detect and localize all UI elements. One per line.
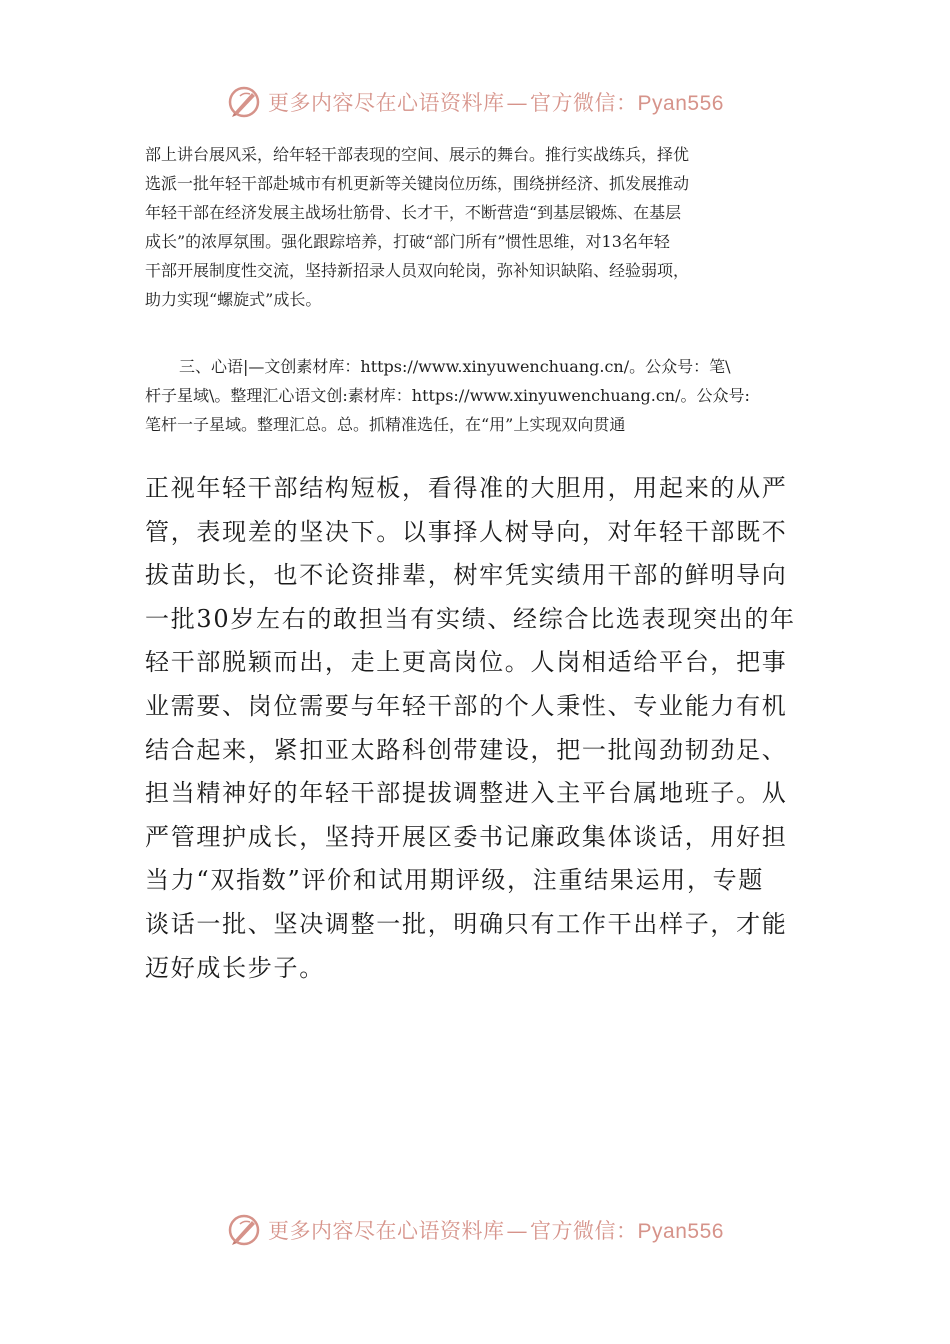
paragraph-line: 干部开展制度性交流，坚持新招录人员双向轮岗，弥补知识缺陷、经验弱项， bbox=[145, 261, 690, 280]
header-banner-text bbox=[268, 87, 724, 117]
footer-banner-text bbox=[268, 1215, 724, 1245]
paragraph-2 bbox=[145, 352, 810, 439]
paragraph-line: 部上讲台展风采，给年轻干部表现的空间、展示的舞台。推行实战练兵，择优 bbox=[145, 145, 690, 164]
paragraph-line: 选派一批年轻干部赴城市有机更新等关键岗位历练，围绕拼经济、抓发展推动 bbox=[145, 174, 690, 193]
paragraph-line: 年轻干部在经济发展主战场壮筋骨、长才干，不断营造“到基层锻炼、在基层 bbox=[145, 203, 682, 222]
paragraph-line: 笔杆一子星域。整理汇总。总。抓精准选任，在“用”上实现双向贯通 bbox=[145, 415, 626, 434]
paragraph-line: 一批30岁左右的敢担当有实绩、经综合比选表现突出的年 bbox=[145, 604, 796, 633]
header-banner-official: 官方微信： bbox=[530, 91, 638, 115]
paragraph-line: 三、心语|—文创素材库：https://www.xinyuwenchuang.cn/。公众号：笔\ bbox=[179, 357, 731, 376]
footer-banner-wechat-id: Pyan556 bbox=[637, 1220, 724, 1243]
paragraph-line: 成长”的浓厚氛围。强化跟踪培养，打破“部门所有”惯性思维，对13名年轻 bbox=[145, 232, 670, 251]
paragraph-line: 严管理护成长，坚持开展区委书记廉政集体谈话，用好担 bbox=[145, 822, 788, 851]
header-banner-wechat-id: Pyan556 bbox=[637, 92, 724, 115]
paragraph-line: 担当精神好的年轻干部提拔调整进入主平台属地班子。从 bbox=[145, 779, 788, 808]
paragraph-line: 结合起来，紧扣亚太路科创带建设，把一批闯劲韧劲足、 bbox=[145, 735, 788, 764]
paragraph-line: 助力实现“螺旋式”成长。 bbox=[145, 290, 322, 309]
paragraph-line: 拔苗助长，也不论资排辈，树牢凭实绩用干部的鲜明导向 bbox=[145, 561, 788, 590]
paragraph-line: 迈好成长步子。 bbox=[145, 953, 325, 982]
paragraph-line: 轻干部脱颖而出，走上更高岗位。人岗相适给平台，把事 bbox=[145, 648, 788, 677]
header-banner bbox=[0, 80, 950, 124]
paragraph-3 bbox=[145, 467, 810, 990]
paragraph-line: 业需要、岗位需要与年轻干部的个人秉性、专业能力有机 bbox=[145, 691, 788, 720]
paragraph-line: 当力“双指数”评价和试用期评级，注重结果运用，专题 bbox=[145, 866, 765, 895]
header-banner-title: 更多内容尽在心语资料库 bbox=[268, 91, 505, 115]
footer-banner-separator: — bbox=[506, 1219, 529, 1243]
pen-logo-icon bbox=[226, 1212, 262, 1248]
paragraph-line: 正视年轻干部结构短板，看得准的大胆用，用起来的从严 bbox=[145, 474, 788, 502]
paragraph-line: 管，表现差的坚决下。以事择人树导向，对年轻干部既不 bbox=[145, 517, 788, 546]
paragraph-line: 谈话一批、坚决调整一批，明确只有工作干出样子，才能 bbox=[145, 909, 788, 938]
footer-banner-official: 官方微信： bbox=[530, 1219, 638, 1243]
header-banner-separator: — bbox=[506, 91, 529, 115]
paragraph-line: 杆子星域\。整理汇心语文创:素材库：https://www.xinyuwenchuang.cn/。公众号: bbox=[145, 386, 750, 405]
paragraph-1 bbox=[145, 140, 810, 314]
pen-logo-icon bbox=[226, 84, 262, 120]
footer-banner bbox=[0, 1208, 950, 1252]
footer-banner-title: 更多内容尽在心语资料库 bbox=[268, 1219, 505, 1243]
